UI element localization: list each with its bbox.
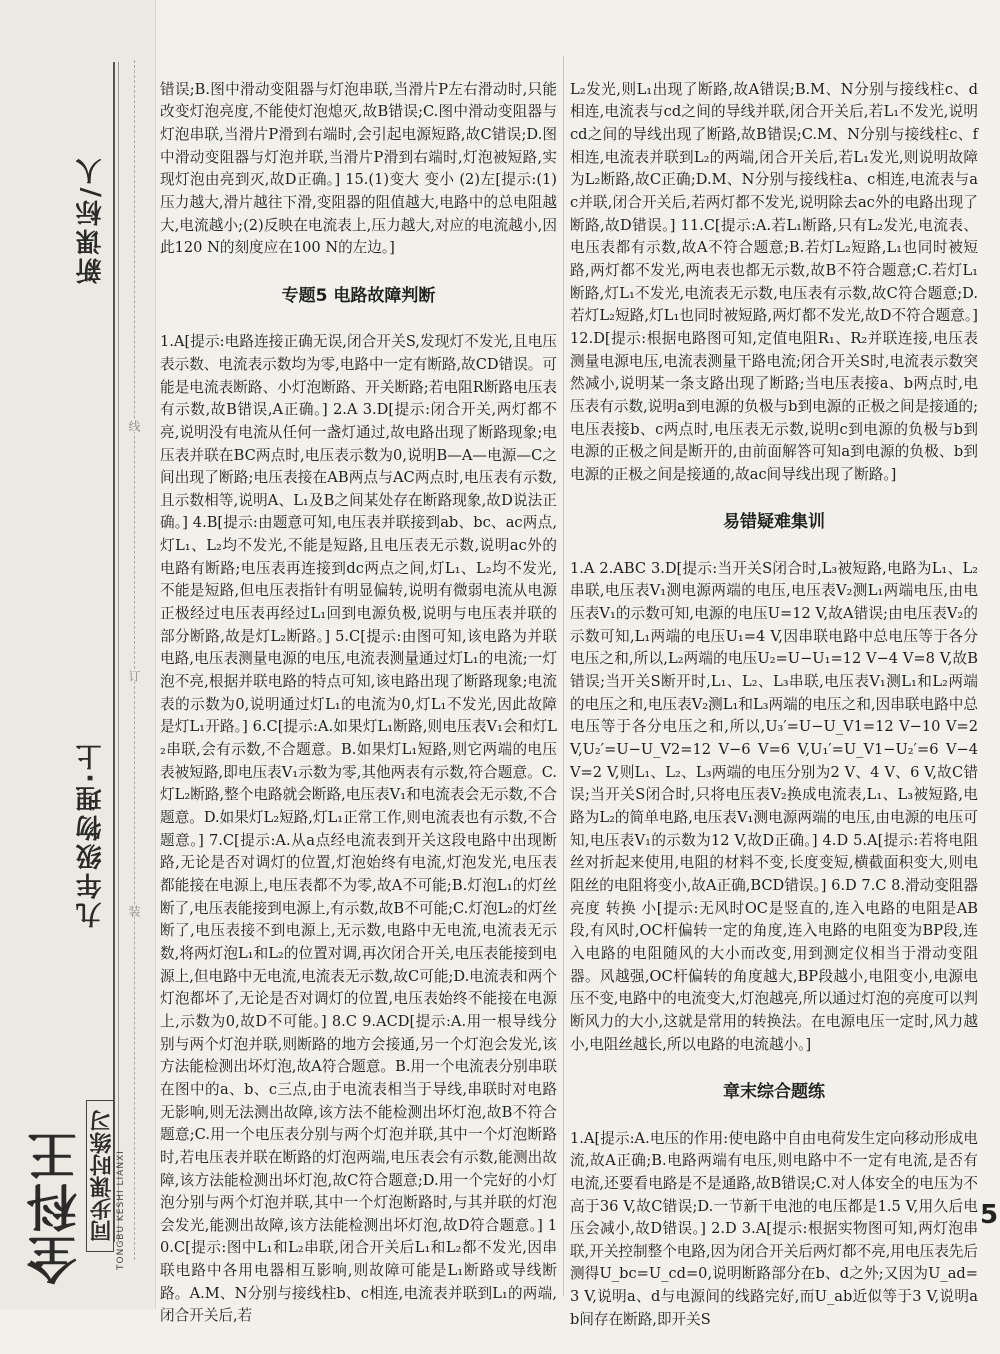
brand-logo (12, 1040, 142, 1290)
brand-pinyin: TONGBU KESHI LIANXI (116, 1150, 126, 1270)
right-body-text-2: 1.A[提示:A.电压的作用:使电路中自由电荷发生定向移动形成电流,故A正确;B.电路两端有电压,则电路中不一定有电流,是否有电流,还要看电路是不是通路,故B错误;C.对人体安全的电压为不高于36 V,故C错误;D.一节新干电池的电压都是1.5 V,用久后电压会减小,故D错误。] 2.D 3.A[提示:根据实物图可知,两灯泡串联,开关控制整个电路,因为闭合开关后两灯都不亮,用电压表先后测得U_bc=U_cd=0,说明断路部分在b、d之外;又因为U_ad=3 V,说明a、d与电源间的线路完好,而U_ab近似等于3 V,说明ab间存在断路,即开关S (570, 1129, 978, 1328)
spine-edition: 新课标/人 (76, 155, 106, 284)
right-text-column (570, 56, 978, 1328)
brand-subtitle: 同步课时练习 (86, 1100, 114, 1252)
page-spine (0, 0, 156, 1309)
right-body-text-1: 1.A 2.ABC 3.D[提示:当开关S闭合时,L₃被短路,电路为L₁、L₂串联,电压表V₁测电源两端的电压,电压表V₂测L₁两端电压,由电压表V₁的示数可知,电源的电压U=12 V,故A错误;由电压表V₂的示数可知,L₁两端的电压U₁=4 V,因串联电路中总电压等于各分电压之和,所以,L₂两端的电压U₂=U−U₁=12 V−4 V=8 V,故B错误;当开关S断开时,L₁、L₂、L₃串联,电压表V₁测L₁和L₂两端的电压之和,电压表V₂测L₁和L₃两端的电压之和,因串联电路中总电压等于各分电压之和,所以,U₃′=U−U_V1=12 V−10 V=2 V,U₂′=U−U_V2=12 V−6 V=6 V,U₁′=U_V1−U₂′=6 V−4 V=2 V,则L₁、L₂、L₃两端的电压分别为2 V、4 V、6 V,故C错误;当开关S闭合时,只将电压表V₂换成电流表,L₁、L₃被短路,电路为L₂的简单电路,电压表V₁测电源两端的电压,由电源的电压可知,电压表V₁的示数为12 V,故D正确。] 4.D 5.A[提示:若将电阻丝对折起来使用,电阻的材料不变,长度变短,横截面积变大,则电阻丝的电阻将变小,故A正确,BCD错误。] 6.D 7.C 8.滑动变阻器 亮度 转换 小[提示:无风时OC是竖直的,连入电路的电阻是AB段,有风时,OC杆偏转一定的角度,连入电路的电阻变为BP段,连入电路的电阻随风的大小而改变,用到测定仪相当于滑动变阻器。风越强,OC杆偏转的角度越大,BP段越小,电阻变小,电源电压不变,电路中的电流变大,灯泡越亮,所以通过灯泡的亮度可以判断风力的大小,这就是常用的转换法。在电源电压一定时,风力越小,电阻丝越长,所以电路的电流越小。] (570, 559, 978, 1053)
column-divider (563, 56, 564, 1296)
left-intro-text: 错误;B.图中滑动变阻器与灯泡串联,当滑片P左右滑动时,只能改变灯泡亮度,不能使灯泡熄灭,故B错误;C.图中滑动变阻器与灯泡串联,当滑片P滑到右端时,会引起电源短路,故C错误;D.图中滑动变阻器与灯泡并联,当滑片P滑到右端时,灯泡被短路,实现灯泡由亮到灭,故D正确。] 15.(1)变大 变小 (2)左[提示:(1)压力越大,滑片越往下滑,变阻器的阻值越大,电路中的总电阻越大,电流越小;(2)反映在电流表上,压力越大,对应的电流越小,因此120 N的刻度应在100 N的左边。] (160, 80, 557, 257)
cut-mark-xian: 线 (127, 420, 141, 432)
left-text-column (160, 56, 557, 1325)
section-heading-chapter-review: 章末综合题练 (723, 1081, 825, 1102)
cut-mark-ding: 订 (127, 670, 141, 682)
right-intro-text: L₂发光,则L₁出现了断路,故A错误;B.M、N分别与接线柱c、d相连,电流表与cd之间的导线并联,闭合开关后,若L₁不发光,说明cd之间的导线出现了断路,故B错误;C.M、N分别与接线柱c、f相连,电流表并联到L₂的两端,闭合开关后,若L₁发光,则说明故障为L₂断路,故C正确;D.M、N分别与接线柱a、c相连,电流表与ac并联,闭合开关后,若两灯都不发光,说明除去ac外的电路出现了断路,故D错误。] 11.C[提示:A.若L₁断路,只有L₂发光,电流表、电压表都有示数,故A不符合题意;B.若灯L₂短路,L₁也同时被短路,两灯都不发光,两电表也都无示数,故B不符合题意;C.若灯L₁断路,灯L₁不发光,电流表无示数,电压表有示数,故C符合题意;D.若灯L₂短路,灯L₁也同时被短路,两灯都不发光,故D不符合题意。] 12.D[提示:根据电路图可知,定值电阻R₁、R₂并联连接,电压表测量电源电压,电流表测量干路电流;闭合开关S时,电流表示数突然减小,说明某一条支路出现了断路;当电压表接a、b两点时,电压表有示数,说明a到电源的负极与b到电源的正极之间是接通的;电压表接b、c两点时,电压表无示数,说明c到电源的负极与b到电源的正极之间是断开的,由前面解答可知a到电源的负极、b到电源的正极之间是接通的,故ac间导线出现了断路。] (570, 80, 978, 483)
brand-name: 全科王 (27, 1129, 85, 1285)
spine-book-title: 九年级物理·上 (76, 741, 106, 928)
cut-mark-zhuang: 装 (127, 905, 141, 917)
left-body-text: 1.A[提示:电路连接正确无误,闭合开关S,发现灯不发光,且电压表示数、电流表示数均为零,电路中一定有断路,故CD错误。可能是电流表断路、小灯泡断路、开关断路;若电阻R断路电压表有示数,故B错误,A正确。] 2.A 3.D[提示:闭合开关,两灯都不亮,说明没有电流从任何一盏灯通过,故电路出现了断路现象;电压表并联在BC两点时,电压表示数为0,说明B—A—电源—C之间出现了断路;电压表接在AB两点与AC两点时,电压表有示数,且示数相等,说明A、L₁及B之间某处存在断路现象,故D说法正确。] 4.B[提示:由题意可知,电压表并联接到ab、bc、ac两点,灯L₁、L₂均不发光,不能是短路,且电压表无示数,说明ac外的电路有断路;电压表再连接到dc两点之间,灯L₁、L₂均不发光,不能是短路,但电压表指针有明显偏转,说明有微弱电流从电源正极经过电压表再经过L₁回到电源负极,说明与电压表并联的部分断路,故是灯L₂断路。] 5.C[提示:由图可知,该电路为并联电路,电压表测量电源的电压,电流表测量通过灯L₁的电流;一灯泡不亮,根据并联电路的特点可知,该电路出现了断路现象;电流表的示数为0,说明通过灯L₁的电流为0,灯L₁不发光,因此故障是灯L₁开路。] 6.C[提示:A.如果灯L₁断路,则电压表V₁会和灯L₂串联,会有示数,不合题意。B.如果灯L₁短路,则它两端的电压表被短路,即电压表V₁示数为零,其他两表有示数,符合题意。C.灯L₂断路,整个电路就会断路,电压表V₁和电流表会无示数,不合题意。D.如果灯L₂短路,灯L₁正常工作,则电流表也有示数,不合题意。] 7.C[提示:A.从a点经电流表到开关这段电路中出现断路,无论是否对调灯的位置,灯泡始终有电流,灯泡发光,电压表都能接在电源上,电压表都不为零,故A不可能;B.灯泡L₁的灯丝断了,电压表能接到电源上,有示数,故B不可能;C.灯泡L₂的灯丝断了,电压表接不到电源上,无示数,电路中无电流,电流表无示数,将两灯泡L₁和L₂的位置对调,再次闭合开关,电压表能接到电源上,但电路中无电流,电流表无示数,故C可能;D.电流表和两个灯泡都坏了,无论是否对调灯的位置,电压表始终不能接在电源上,示数为0,故D不可能。] 8.C 9.ACD[提示:A.用一根导线分别与两个灯泡并联,则断路的地方会接通,另一个灯泡会发光,该方法能检测出坏灯泡,故A符合题意。B.用一个电流表分别串联在图中的a、b、c三点,由于电流表相当于导线,串联时对电路无影响,则无法测出故障,该方法不能检测出坏灯泡,故B不符合题意;C.用一个电压表分别与两个灯泡并联,其中一个灯泡断路时,若电压表并联在断路的灯泡两端,电压表会有示数,能测出故障,该方法能检测出坏灯泡,故C符合题意;D.用一个完好的小灯泡分别与两个灯泡并联,其中一个灯泡断路时,与其并联的灯泡会发光,能测出故障,该方法能检测出坏灯泡,故D符合题意。] 10.C[提示:图中L₁和L₂串联,闭合开关后L₁和L₂都不发光,因串联电路中各用电器相互影响,则故障可能是L₁断路或导线断路。A.M、N分别与接线柱b、c相连,电流表并联到L₁的两端,闭合开关后,若 (160, 333, 557, 1325)
section-heading-topic5: 专题5 电路故障判断 (281, 285, 436, 306)
section-heading-error-prone: 易错疑难集训 (723, 512, 825, 533)
page-number: 5 (980, 1200, 999, 1230)
